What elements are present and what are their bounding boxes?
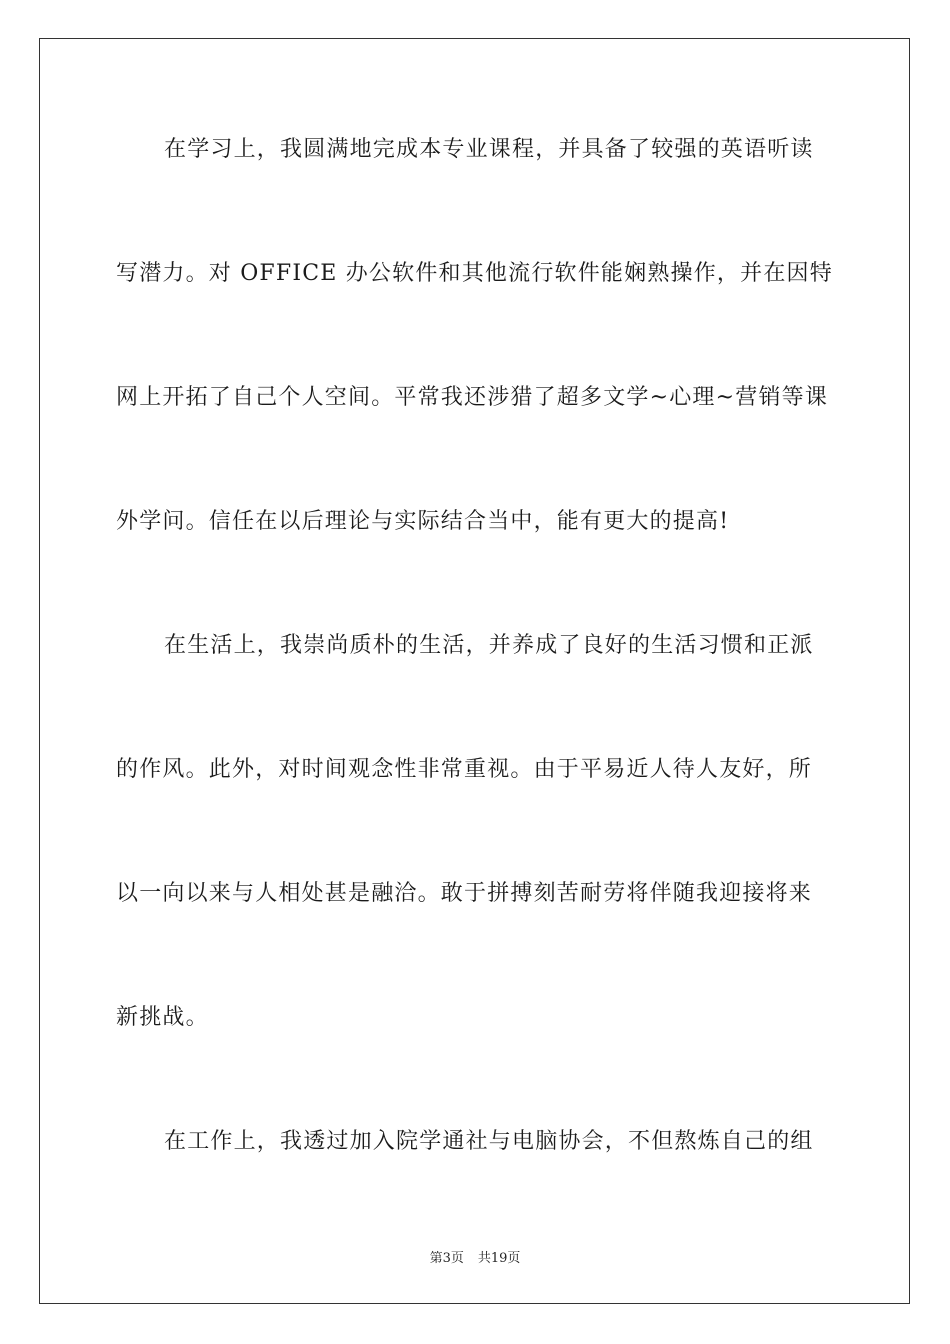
page-footer — [0, 1247, 950, 1266]
paragraph-line: 外学问。信任在以后理论与实际结合当中，能有更大的提高! — [116, 509, 730, 534]
paragraph-line: 在工作上，我透过加入院学通社与电脑协会，不但熬炼自己的组 — [164, 1129, 814, 1154]
page-total: 共19页 — [477, 1251, 521, 1266]
paragraph-line: 在学习上，我圆满地完成本专业课程，并具备了较强的英语听读 — [164, 137, 814, 162]
paragraph-line: 网上开拓了自己个人空间。平常我还涉猎了超多文学~心理~营销等课 — [116, 385, 829, 410]
paragraph-line: 的作风。此外，对时间观念性非常重视。由于平易近人待人友好，所 — [116, 757, 813, 782]
paragraph-line: 以一向以来与人相处甚是融洽。敢于拼搏刻苦耐劳将伴随我迎接将来 — [116, 881, 813, 906]
paragraph-line: 新挑战。 — [116, 1005, 209, 1030]
paragraph-line: 在生活上，我崇尚质朴的生活，并养成了良好的生活习惯和正派 — [164, 633, 814, 658]
paragraph-line: 写潜力。对 OFFICE 办公软件和其他流行软件能娴熟操作，并在因特 — [116, 261, 833, 286]
page-number: 第3页 — [429, 1251, 464, 1266]
page-border — [39, 38, 910, 1304]
